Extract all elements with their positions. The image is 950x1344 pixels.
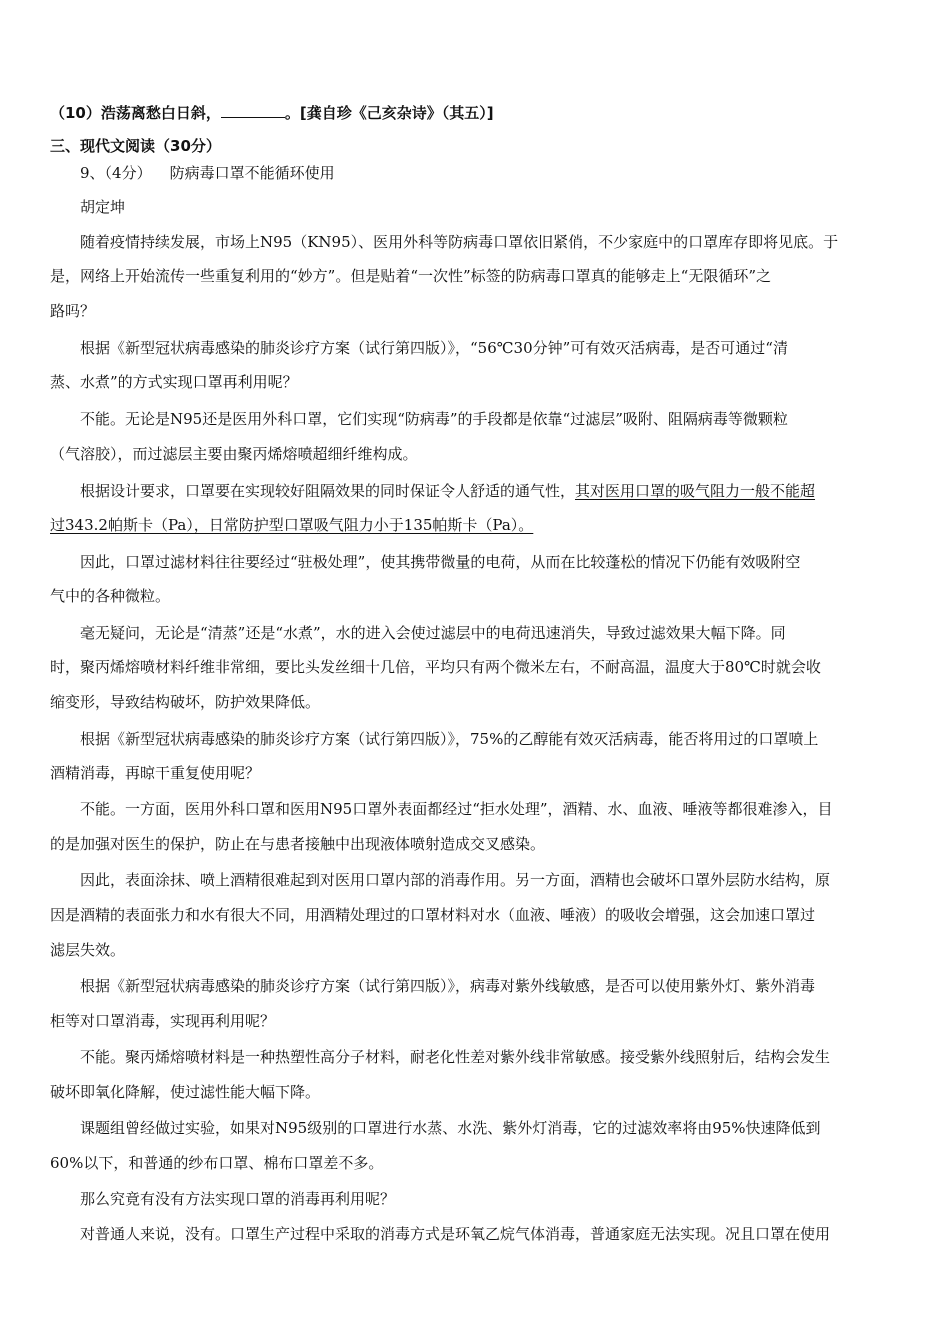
paragraph-line: 根据《新型冠状病毒感染的肺炎诊疗方案（试行第四版）》，病毒对紫外线敏感，是否可以使用紫外灯、紫外消毒 — [80, 977, 816, 995]
paragraph-line: 随着疫情持续发展，市场上N95（KN95）、医用外科等防病毒口罩依旧紧俏，不少家庭中的口罩库存即将见底。于 — [80, 233, 839, 251]
paragraph-line: 蒸、水煮”的方式实现口罩再利用呢？ — [50, 373, 298, 391]
paragraph-line — [50, 515, 906, 535]
paragraph-line: 那么究竟有没有方法实现口罩的消毒再利用呢？ — [80, 1190, 396, 1208]
underlined-text: 其对医用口罩的吸气阻力一般不能超 — [575, 482, 816, 500]
paragraph-line: 课题组曾经做过实验，如果对N95级别的口罩进行水蒸、水洗、紫外灯消毒，它的过滤效率将由95%快速降低到 — [80, 1119, 821, 1137]
paragraph-line: 不能。一方面，医用外科口罩和医用N95口罩外表面都经过“拒水处理”，酒精、水、血液、唾液等都很难渗入，目 — [80, 800, 833, 818]
paragraph-line: 气中的各种微粒。 — [50, 587, 171, 605]
section-title: 三、现代文阅读（30分） — [50, 137, 221, 155]
q10-prefix: （10）浩荡离愁白日斜， — [50, 104, 221, 122]
paragraph-line: 因是酒精的表面张力和水有很大不同，用酒精处理过的口罩材料对水（血液、唾液）的吸收会增强，这会加速口罩过 — [50, 906, 816, 924]
question-heading — [80, 163, 936, 183]
paragraph-line: 是，网络上开始流传一些重复利用的“妙方”。但是贴着“一次性”标签的防病毒口罩真的能够走上“无限循环”之 — [50, 267, 772, 285]
paragraph-line: 60%以下，和普通的纱布口罩、棉布口罩差不多。 — [50, 1154, 384, 1172]
paragraph-line: 的是加强对医生的保护，防止在与患者接触中出现液体喷射造成交叉感染。 — [50, 835, 546, 853]
paragraph-text: 根据设计要求，口罩要在实现较好阻隔效果的同时保证令人舒适的通气性， — [80, 482, 576, 500]
paragraph-line: 酒精消毒，再晾干重复使用呢？ — [50, 764, 261, 782]
paragraph-line: 毫无疑问，无论是“清蒸”还是“水煮”，水的进入会使过滤层中的电荷迅速消失，导致过滤效果大幅下降。同 — [80, 624, 786, 642]
paragraph-line: （气溶胶），而过滤层主要由聚丙烯熔喷超细纤维构成。 — [50, 445, 418, 463]
paragraph-line: 因此，口罩过滤材料往往要经过“驻极处理”，使其携带微量的电荷，从而在比较蓬松的情况下仍能有效吸附空 — [80, 553, 801, 571]
paragraph-line: 不能。聚丙烯熔喷材料是一种热塑性高分子材料，耐老化性差对紫外线非常敏感。接受紫外线照射后，结构会发生 — [80, 1048, 831, 1066]
article-author: 胡定坤 — [80, 198, 126, 216]
q10-suffix: 。[龚自珍《己亥杂诗》（其五）] — [284, 104, 494, 122]
paragraph-line: 缩变形，导致结构破坏，防护效果降低。 — [50, 693, 321, 711]
paragraph-line: 时，聚丙烯熔喷材料纤维非常细，要比头发丝细十几倍，平均只有两个微米左右，不耐高温，温度大于80℃时就会收 — [50, 658, 821, 676]
paragraph-line — [80, 481, 906, 501]
paragraph-line: 破坏即氧化降解，使过滤性能大幅下降。 — [50, 1083, 321, 1101]
paragraph-line: 根据《新型冠状病毒感染的肺炎诊疗方案（试行第四版）》，75%的乙醇能有效灭活病毒，能否将用过的口罩喷上 — [80, 730, 819, 748]
underlined-text: 过343.2帕斯卡（Pa），日常防护型口罩吸气阻力小于135帕斯卡（Pa）。 — [50, 516, 534, 534]
paragraph-line: 滤层失效。 — [50, 941, 126, 959]
answer-blank[interactable] — [221, 103, 285, 118]
paragraph-line: 根据《新型冠状病毒感染的肺炎诊疗方案（试行第四版）》，“56℃30分钟”可有效灭活病毒，是否可通过“清 — [80, 339, 788, 357]
paragraph-line: 路吗？ — [50, 302, 96, 320]
paragraph-line: 柜等对口罩消毒，实现再利用呢？ — [50, 1012, 276, 1030]
question-number: 9、（4分） — [80, 164, 152, 182]
paragraph-line: 不能。无论是N95还是医用外科口罩，它们实现“防病毒”的手段都是依靠“过滤层”吸附、阻隔病毒等微颗粒 — [80, 410, 788, 428]
paragraph-line: 对普通人来说，没有。口罩生产过程中采取的消毒方式是环氧乙烷气体消毒，普通家庭无法实现。况且口罩在使用 — [80, 1225, 831, 1243]
paragraph-line: 因此，表面涂抹、喷上酒精很难起到对医用口罩内部的消毒作用。另一方面，酒精也会破坏口罩外层防水结构，原 — [80, 871, 831, 889]
article-title: 防病毒口罩不能循环使用 — [169, 164, 335, 182]
question-10-line — [50, 103, 906, 123]
